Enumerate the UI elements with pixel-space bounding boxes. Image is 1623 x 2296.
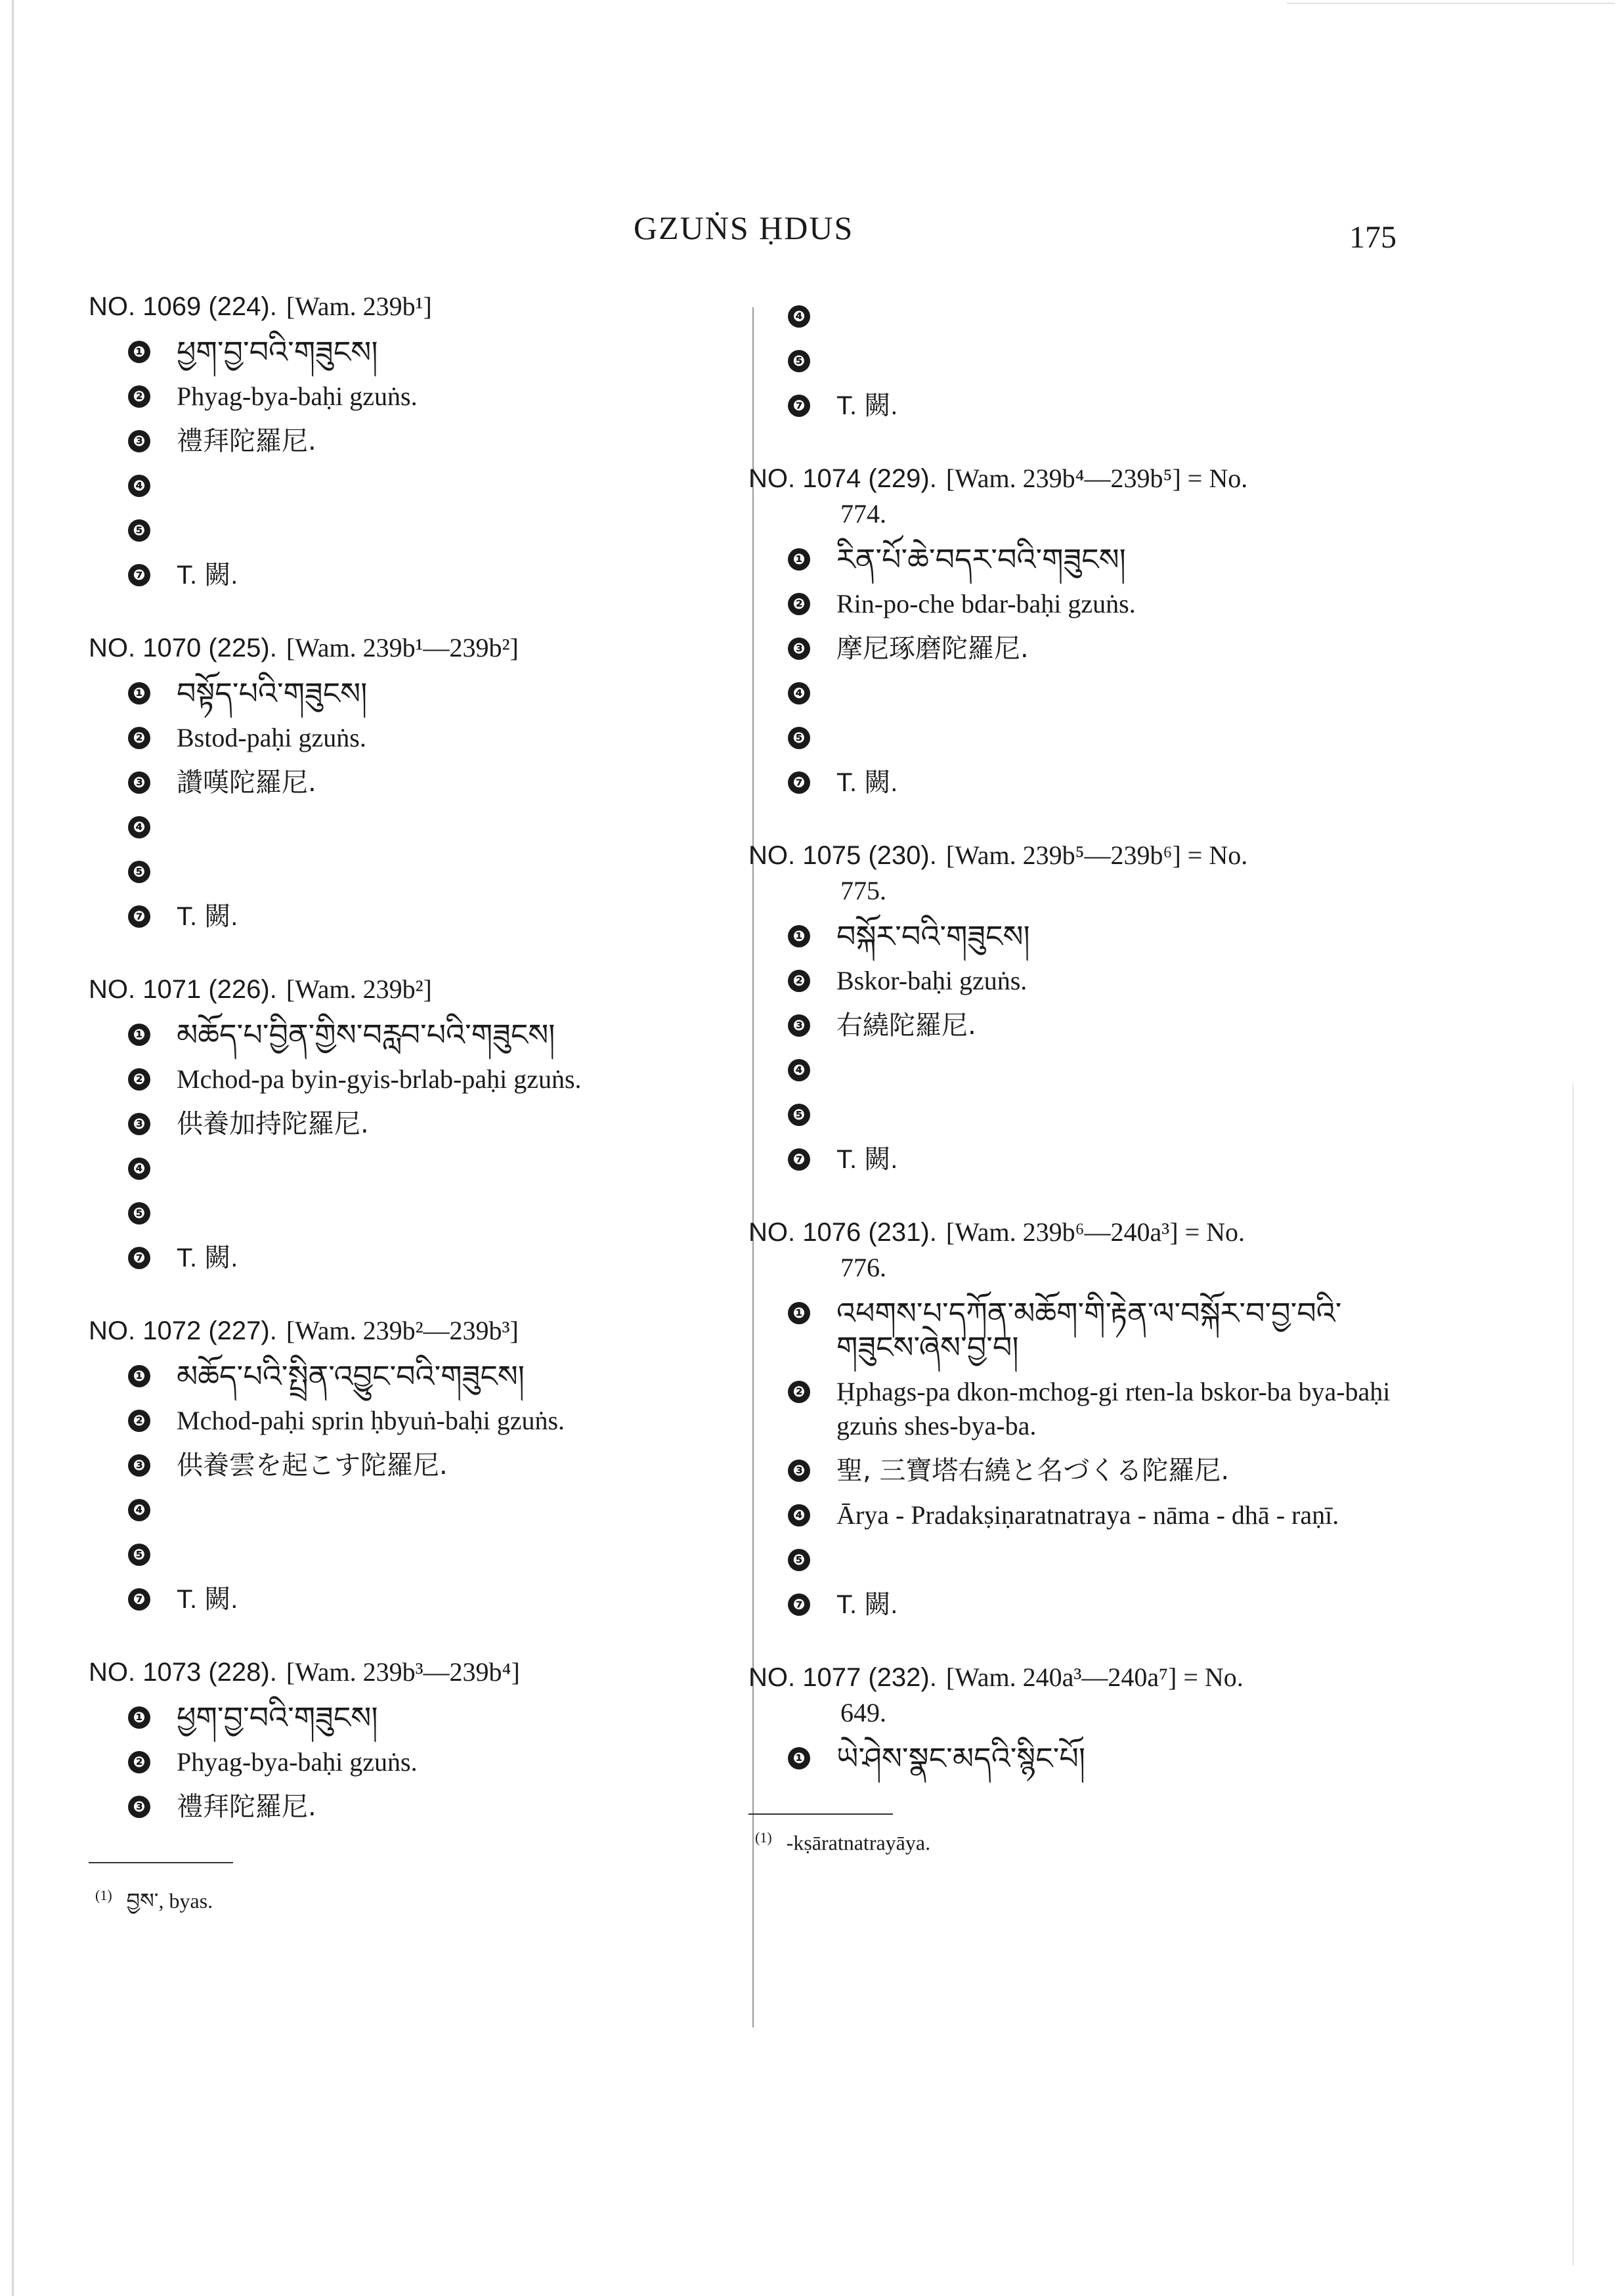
footnote-mark: (1) xyxy=(755,1829,772,1846)
entry-field xyxy=(788,721,1418,755)
field-number-badge: ❹ xyxy=(128,816,150,838)
entry-field xyxy=(788,389,1418,423)
entry-field xyxy=(788,766,1418,800)
field-value: T. 闕. xyxy=(177,1585,238,1614)
field-value: ཡེ་ཤེས་སྣང་མདའི་སྙིང་པོ། xyxy=(836,1741,1086,1776)
entry-field xyxy=(788,1296,1418,1364)
entry-field xyxy=(128,513,719,548)
field-number-badge: ❹ xyxy=(788,682,810,704)
field-number-badge: ❶ xyxy=(788,1302,810,1324)
entry-heading xyxy=(748,838,1418,909)
entry-field xyxy=(788,587,1418,621)
field-number-badge: ❷ xyxy=(788,970,810,992)
entry-field xyxy=(128,1062,719,1096)
field-value: Phyag-bya-baḥi gzuṅs. xyxy=(177,381,418,411)
entry-reference: [Wam. 239b³—239b⁴] xyxy=(286,1657,520,1687)
entry-field xyxy=(128,335,719,369)
field-number-badge: ❷ xyxy=(128,1068,150,1091)
entry-field xyxy=(128,1404,719,1438)
entry-reference: [Wam. 239b⁵—239b⁶] = No. xyxy=(945,840,1248,870)
field-value: T. 闕. xyxy=(177,902,238,931)
entry-field xyxy=(128,558,719,592)
entry-field xyxy=(788,1142,1418,1177)
field-value: བསྟོད་པའི་གཟུངས། xyxy=(177,676,368,711)
field-value: Bskor-baḥi gzuṅs. xyxy=(836,966,1028,995)
field-number-badge: ❷ xyxy=(128,1751,150,1773)
entry-number: NO. 1072 (227). xyxy=(89,1316,277,1345)
field-number-badge: ❼ xyxy=(128,1247,150,1269)
field-number-badge: ❸ xyxy=(128,1454,150,1477)
field-number-badge: ❺ xyxy=(128,519,150,542)
entry-reference-continued: 649. xyxy=(840,1698,886,1727)
entry-field xyxy=(788,632,1418,666)
field-number-badge: ❶ xyxy=(128,682,150,704)
field-number-badge: ❺ xyxy=(128,1202,150,1224)
entry-number: NO. 1070 (225). xyxy=(89,634,277,662)
footnote-text: བྱས་, byas. xyxy=(126,1889,213,1913)
field-number-badge: ❼ xyxy=(128,905,150,928)
entry-field xyxy=(128,855,719,889)
field-number-badge: ❶ xyxy=(128,1024,150,1046)
field-number-badge: ❸ xyxy=(128,1113,150,1135)
field-number-badge: ❸ xyxy=(788,1460,810,1482)
field-number-badge: ❼ xyxy=(788,1148,810,1171)
field-value: 禮拜陀羅尼. xyxy=(177,426,316,456)
field-value: བསྐོར་བའི་གཟུངས། xyxy=(836,919,1030,954)
entry-number: NO. 1077 (232). xyxy=(748,1663,937,1692)
catalog-entry xyxy=(89,289,719,592)
entry-number: NO. 1076 (231). xyxy=(748,1218,937,1247)
catalog-entry xyxy=(748,838,1418,1177)
field-value: T. 闕. xyxy=(177,561,238,590)
field-number-badge: ❼ xyxy=(788,771,810,794)
entry-field xyxy=(128,1700,719,1735)
catalog-entry xyxy=(89,1313,719,1616)
field-number-badge: ❹ xyxy=(788,305,810,328)
entry-field xyxy=(128,424,719,458)
entry-field xyxy=(788,1375,1418,1443)
entry-field xyxy=(788,1543,1418,1577)
field-value: 右繞陀羅尼. xyxy=(836,1010,976,1041)
field-value: Mchod-pa byin-gyis-brlab-paḥi gzuṅs. xyxy=(177,1064,582,1094)
entry-field xyxy=(128,1107,719,1141)
catalog-entry xyxy=(89,972,719,1275)
field-number-badge: ❶ xyxy=(128,1706,150,1729)
entry-reference: [Wam. 239b¹] xyxy=(286,292,432,321)
field-number-badge: ❺ xyxy=(788,1549,810,1571)
field-number-badge: ❷ xyxy=(128,1410,150,1432)
entry-reference: [Wam. 239b¹—239b²] xyxy=(286,633,519,662)
catalog-entry xyxy=(748,1215,1418,1622)
field-value: མཆོད་པ་བྱིན་གྱིས་བརླབ་པའི་གཟུངས། xyxy=(177,1017,555,1052)
entry-field xyxy=(788,1498,1418,1532)
entry-number: NO. 1075 (230). xyxy=(748,841,937,870)
field-number-badge: ❶ xyxy=(788,1747,810,1769)
field-number-badge: ❷ xyxy=(128,727,150,749)
page-edge-shadow xyxy=(1287,3,1615,4)
entry-number: NO. 1073 (228). xyxy=(89,1658,277,1687)
catalog-entry xyxy=(748,461,1418,800)
field-number-badge: ❶ xyxy=(128,1365,150,1387)
running-head: GZUṄS ḤDUS xyxy=(634,209,854,246)
entry-number: NO. 1069 (224). xyxy=(89,292,277,321)
entry-heading xyxy=(89,1313,719,1349)
field-value: Ārya - Pradakṣiṇaratnatraya - nāma - dhā - raṇī. xyxy=(836,1500,1339,1530)
field-value: རིན་པོ་ཆེ་བདར་བའི་གཟུངས། xyxy=(836,542,1126,577)
field-value: T. 闕. xyxy=(836,391,898,420)
field-value: T. 闕. xyxy=(836,1590,898,1619)
entry-reference-continued: 776. xyxy=(840,1253,886,1282)
entry-number: NO. 1074 (229). xyxy=(748,464,937,493)
field-value: Ḥphags-pa dkon-mchog-gi rten-la bskor-ba bya-baḥi gzuṅs shes-bya-ba. xyxy=(836,1377,1391,1440)
footnote-rule xyxy=(748,1813,893,1815)
field-value: Phyag-bya-baḥi gzuṅs. xyxy=(177,1747,418,1777)
entry-field xyxy=(128,1493,719,1527)
entry-heading xyxy=(89,630,719,666)
field-number-badge: ❹ xyxy=(788,1059,810,1081)
field-value: ཕྱག་བྱ་བའི་གཟུངས། xyxy=(177,334,378,370)
entry-reference: [Wam. 239b⁴—239b⁵] = No. xyxy=(945,464,1248,493)
entry-field xyxy=(128,1196,719,1230)
entry-heading xyxy=(748,1215,1418,1286)
entry-reference-continued: 775. xyxy=(840,876,886,905)
entry-field xyxy=(128,676,719,710)
field-value: 摩尼琢磨陀羅尼. xyxy=(836,634,1029,664)
field-number-badge: ❼ xyxy=(788,1593,810,1616)
page-edge-shadow xyxy=(12,0,14,2296)
field-value: 供養加持陀羅尼. xyxy=(177,1109,369,1139)
field-number-badge: ❺ xyxy=(128,1544,150,1566)
entry-field xyxy=(788,1741,1418,1775)
field-value: མཆོད་པའི་སྤྲིན་འབྱུང་བའི་གཟུངས། xyxy=(177,1358,525,1394)
entry-heading xyxy=(89,1655,719,1690)
entry-reference: [Wam. 239b⁶—240a³] = No. xyxy=(945,1217,1245,1247)
field-number-badge: ❶ xyxy=(788,548,810,571)
catalog-entry xyxy=(89,630,719,934)
entry-heading xyxy=(748,1660,1418,1731)
field-number-badge: ❸ xyxy=(128,430,150,452)
entry-field xyxy=(128,1582,719,1616)
field-number-badge: ❹ xyxy=(128,1499,150,1521)
entry-heading xyxy=(89,972,719,1007)
field-value: ཕྱག་བྱ་བའི་གཟུངས། xyxy=(177,1700,378,1735)
field-number-badge: ❷ xyxy=(788,593,810,615)
page-number: 175 xyxy=(1349,220,1396,255)
entry-field xyxy=(128,1018,719,1052)
entry-field xyxy=(128,1790,719,1824)
field-number-badge: ❺ xyxy=(788,727,810,749)
page-edge-shadow xyxy=(1572,1083,1574,2265)
entry-field xyxy=(788,964,1418,998)
entry-field xyxy=(128,1538,719,1572)
entry-field xyxy=(128,1359,719,1393)
field-number-badge: ❺ xyxy=(788,1104,810,1126)
entry-field xyxy=(788,344,1418,378)
footnote-mark: (1) xyxy=(95,1887,112,1904)
entry-field xyxy=(788,542,1418,576)
field-number-badge: ❷ xyxy=(788,1381,810,1403)
left-column xyxy=(89,289,719,1937)
entry-heading xyxy=(89,289,719,324)
entry-field xyxy=(128,721,719,755)
entry-reference: [Wam. 240a³—240a⁷] = No. xyxy=(945,1662,1244,1692)
entry-field xyxy=(128,1241,719,1275)
entry-reference: [Wam. 239b²—239b³] xyxy=(286,1316,519,1345)
entry-field xyxy=(128,1745,719,1779)
entry-number: NO. 1071 (226). xyxy=(89,975,277,1004)
field-value: 聖, 三寶塔右繞と名づくる陀羅尼. xyxy=(836,1456,1230,1486)
catalog-entry xyxy=(89,1655,719,1824)
footnote xyxy=(95,1878,719,1937)
field-number-badge: ❺ xyxy=(128,861,150,883)
entry-field xyxy=(128,1152,719,1186)
field-number-badge: ❼ xyxy=(128,564,150,586)
field-value: T. 闕. xyxy=(836,768,898,797)
field-value: T. 闕. xyxy=(836,1145,898,1174)
field-number-badge: ❸ xyxy=(128,1796,150,1818)
entry-field xyxy=(788,919,1418,953)
field-value: T. 闕. xyxy=(177,1244,238,1272)
field-number-badge: ❹ xyxy=(128,475,150,497)
field-value: Bstod-paḥi gzuṅs. xyxy=(177,723,366,752)
entry-reference-continued: 774. xyxy=(840,499,886,529)
entry-field xyxy=(788,1098,1418,1132)
entry-field xyxy=(128,1448,719,1483)
field-value: 禮拜陀羅尼. xyxy=(177,1792,316,1822)
field-number-badge: ❼ xyxy=(128,1588,150,1611)
footnote xyxy=(755,1829,1418,1855)
field-value: Mchod-paḥi sprin ḥbyuṅ-baḥi gzuṅs. xyxy=(177,1406,565,1435)
field-value: འཕགས་པ་དཀོན་མཆོག་གི་རྟེན་ལ་བསྐོར་བ་བྱ་བའི་གཟུངས་ཞེས་བྱ་བ། xyxy=(836,1295,1342,1365)
entry-heading xyxy=(748,461,1418,532)
entry-field xyxy=(788,1008,1418,1043)
field-number-badge: ❷ xyxy=(128,385,150,408)
entry-field xyxy=(788,1588,1418,1622)
catalog-entry xyxy=(748,1660,1418,1775)
entry-field xyxy=(788,1053,1418,1087)
entry-field xyxy=(788,676,1418,710)
field-value: 供養雲を起こす陀羅尼. xyxy=(177,1450,448,1481)
field-number-badge: ❸ xyxy=(788,638,810,660)
entry-field xyxy=(128,899,719,934)
entry-field xyxy=(128,810,719,844)
entry-field xyxy=(128,469,719,503)
entry-field xyxy=(788,1454,1418,1488)
right-column xyxy=(748,289,1418,1855)
field-number-badge: ❶ xyxy=(128,341,150,363)
entry-reference: [Wam. 239b²] xyxy=(286,974,432,1004)
field-number-badge: ❹ xyxy=(128,1158,150,1180)
footnote-rule xyxy=(89,1862,233,1863)
field-number-badge: ❸ xyxy=(788,1014,810,1037)
field-number-badge: ❹ xyxy=(788,1504,810,1527)
field-value: 讚嘆陀羅尼. xyxy=(177,768,316,798)
catalog-entry xyxy=(748,299,1418,423)
entry-field xyxy=(128,379,719,414)
entry-field xyxy=(788,299,1418,334)
footnote-text: -kṣāratnatrayāya. xyxy=(786,1830,931,1855)
field-number-badge: ❸ xyxy=(128,771,150,794)
entry-field xyxy=(128,766,719,800)
field-value: Rin-po-che bdar-baḥi gzuṅs. xyxy=(836,589,1136,618)
field-number-badge: ❶ xyxy=(788,925,810,947)
field-number-badge: ❼ xyxy=(788,395,810,417)
field-number-badge: ❺ xyxy=(788,350,810,372)
